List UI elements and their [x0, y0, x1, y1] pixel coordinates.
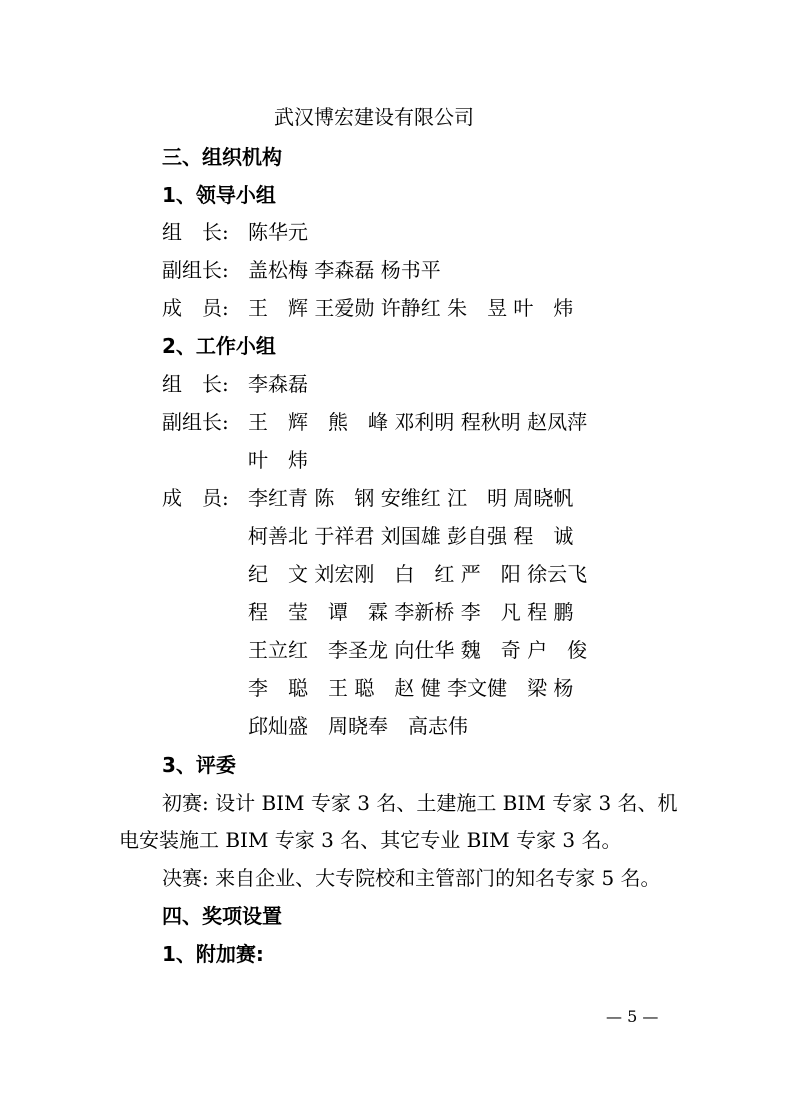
work-deputy-label: 副组长: [162, 410, 229, 434]
judges-prelim-line-1: 初赛: 设计 BIM 专家 3 名、土建施工 BIM 专家 3 名、机 [162, 791, 678, 815]
work-group-leader-row [162, 371, 308, 397]
section-4-sub-heading: 1、附加赛: [162, 942, 264, 966]
work-leader-value: 李森磊 [248, 372, 308, 396]
page-number: — 5 — [606, 1007, 659, 1026]
work-deputy-line-2: 叶 炜 [248, 448, 308, 472]
work-group-heading: 2、工作小组 [162, 334, 276, 358]
leader-group-member-row [162, 295, 573, 321]
member-label: 成 员: [162, 296, 229, 320]
work-deputy-line-1: 王 辉 熊 峰 邓利明 程秋明 赵凤萍 [248, 410, 588, 434]
deputy-value: 盖松梅 李森磊 杨书平 [248, 258, 441, 282]
work-member-line-5: 王立红 李圣龙 向仕华 魏 奇 户 俊 [248, 638, 588, 662]
work-member-line-2: 柯善北 于祥君 刘国雄 彭自强 程 诚 [248, 524, 574, 548]
work-leader-label: 组 长: [162, 372, 229, 396]
work-member-line-3: 纪 文 刘宏刚 白 红 严 阳 徐云飞 [248, 562, 588, 586]
leader-value: 陈华元 [248, 220, 308, 244]
leader-group-deputy-row [162, 257, 441, 283]
work-member-line-1: 李红青 陈 钢 安维红 江 明 周晓帆 [248, 486, 574, 510]
leader-group-leader-row [162, 219, 308, 245]
judges-heading: 3、评委 [162, 753, 236, 777]
work-member-line-7: 邱灿盛 周晓奉 高志伟 [248, 714, 468, 738]
work-group-member-row [162, 485, 573, 511]
company-name: 武汉博宏建设有限公司 [274, 105, 474, 129]
member-value: 王 辉 王爱勋 许静红 朱 昱 叶 炜 [248, 296, 574, 320]
section-3-title: 三、组织机构 [162, 145, 282, 169]
work-member-line-6: 李 聪 王 聪 赵 健 李文健 梁 杨 [248, 676, 574, 700]
judges-final-line: 决赛: 来自企业、大专院校和主管部门的知名专家 5 名。 [162, 866, 661, 890]
leader-label: 组 长: [162, 220, 229, 244]
deputy-label: 副组长: [162, 258, 229, 282]
judges-prelim-line-2: 电安装施工 BIM 专家 3 名、其它专业 BIM 专家 3 名。 [119, 828, 622, 852]
section-4-title: 四、奖项设置 [162, 904, 282, 928]
leader-group-heading: 1、领导小组 [162, 183, 276, 207]
work-group-deputy-row [162, 409, 587, 435]
work-member-label: 成 员: [162, 486, 229, 510]
work-member-line-4: 程 莹 谭 霖 李新桥 李 凡 程 鹏 [248, 600, 574, 624]
